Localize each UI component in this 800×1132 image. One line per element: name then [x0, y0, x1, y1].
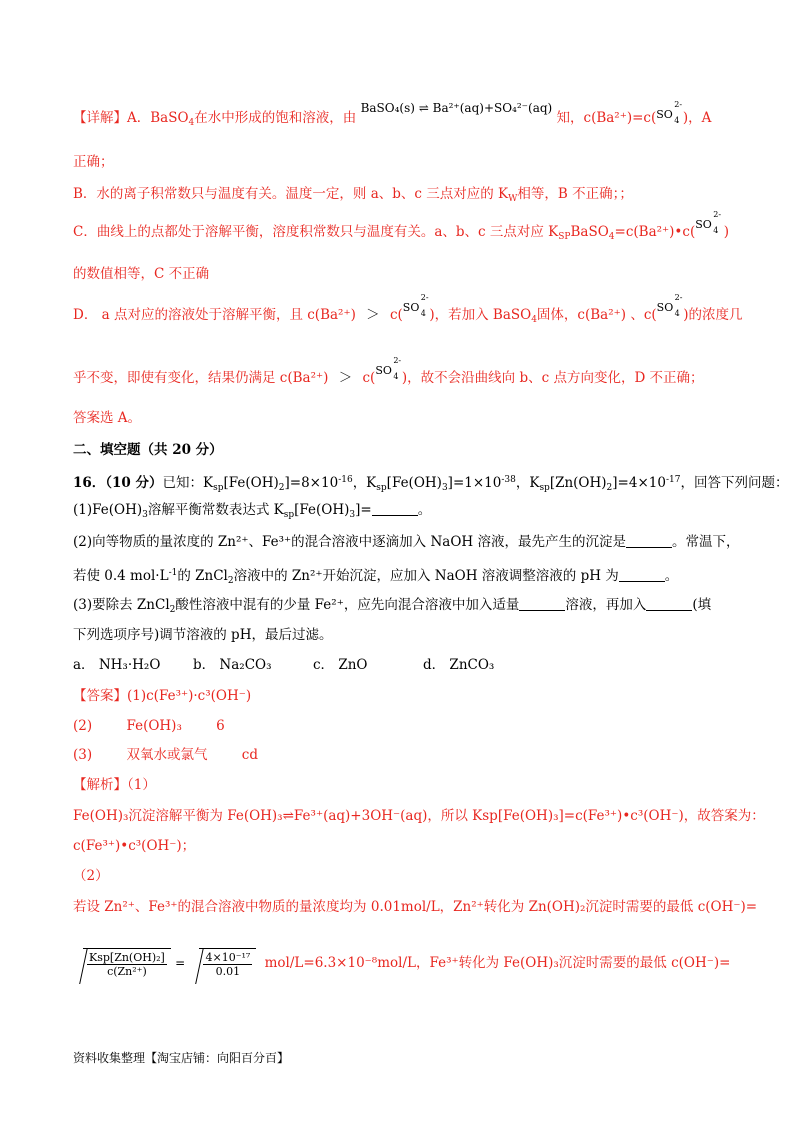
- detail-d-text9: )，故不会沿曲线向 b、c 点方向变化，D 不正确；: [401, 370, 704, 386]
- so4-charge: 2-: [674, 293, 683, 302]
- q2-text-f: 。: [664, 568, 679, 584]
- equilibrium-equation: BaSO₄(s) ⇌ Ba²⁺(aq)+SO₄²⁻(aq): [360, 101, 553, 115]
- detail-c-line: [73, 210, 740, 247]
- sub-sp: sp: [539, 483, 550, 493]
- section-heading: [73, 440, 740, 460]
- options-row: [73, 655, 740, 675]
- analysis-text1: Fe(OH)₃沉淀溶解平衡为 Fe(OH)₃⇌Fe³⁺(aq)+3OH⁻(aq)，所以 Ksp[Fe(OH)₃]=c(Fe³⁺)•c³(OH⁻)，故答案为：: [73, 808, 765, 824]
- answer-blank: [519, 596, 565, 611]
- answer-3-text: (3) 双氧水或氯气 cd: [73, 747, 258, 763]
- section-title: 二、填空题（共 20 分）: [73, 442, 223, 458]
- sup-m16: -16: [338, 475, 353, 485]
- answer-3: [73, 745, 740, 765]
- analysis-heading: [73, 775, 740, 795]
- so4-base: SO: [375, 364, 392, 377]
- q3-text-b: 酸性溶液中混有的少量 Fe²⁺，应先向混合溶液中加入适量: [175, 597, 520, 613]
- q2-text-d: 的 ZnCl: [177, 568, 228, 584]
- q16-text-b: 已知：K: [162, 475, 214, 491]
- so4-sub: 4: [713, 226, 719, 235]
- sulfate-ion: [656, 100, 683, 125]
- so4-charge: 2-: [393, 356, 402, 365]
- answer-blank: [646, 596, 692, 611]
- analysis-line4: [73, 897, 758, 917]
- fraction-numerator: Ksp[Zn(OH)₂]: [89, 951, 165, 964]
- answer-blank: [372, 501, 418, 516]
- analysis-line1: [73, 806, 765, 826]
- detail-d-text6: )的浓度几: [683, 307, 743, 323]
- q2-text-e: 溶液中的 Zn²⁺开始沉淀，应加入 NaOH 溶液调整溶液的 pH 为: [233, 568, 619, 584]
- sup-m17: -17: [665, 475, 681, 485]
- fraction-denominator: c(Zn²⁺): [107, 965, 147, 978]
- sub-4: 4: [188, 118, 195, 128]
- values-fraction: [203, 951, 252, 978]
- sqrt-values: [199, 948, 256, 978]
- so4-base: SO: [656, 108, 673, 121]
- formula-line: $\frac{\text{Ksp[Zn(OH)₂]}}{\text{c(Zn²⁺)}}$ = $\frac{\text{4×10⁻¹⁷}}{0.01}$ mol/L=6.3×10⁻⁸mol/L，Fe³⁺转化为 Fe(OH)₃沉淀时需要的最低 c(OH⁻)=: [73, 948, 740, 998]
- sub-4: 4: [531, 315, 537, 325]
- sub-2: 2: [606, 483, 613, 493]
- detail-a-text: 【详解】A．BaSO: [73, 110, 189, 126]
- sub-sp: sp: [376, 483, 387, 493]
- greater-than: ＞: [338, 370, 353, 386]
- answer-label: 【答案】: [73, 688, 127, 704]
- answer-a: [73, 408, 740, 428]
- so4-sub: 4: [674, 309, 680, 318]
- detail-c-text4: ): [723, 224, 730, 240]
- sulfate-ion: [695, 210, 722, 235]
- so4-base: SO: [656, 301, 674, 314]
- answer-blank: [619, 567, 665, 582]
- detail-d-text7: 乎不变，即使有变化，结果仍满足 c(Ba²⁺): [73, 370, 329, 386]
- sub-w: W: [508, 194, 518, 204]
- so4-sub: 4: [420, 309, 426, 318]
- sulfate-ion: [656, 293, 683, 318]
- sub-3: 3: [142, 510, 148, 520]
- detail-d-line: [73, 293, 743, 330]
- sulfate-ion: [375, 356, 402, 381]
- answer-a-text: 答案选 A。: [73, 410, 142, 426]
- q16-text-h: ，K: [515, 475, 540, 491]
- sub-3: 3: [441, 483, 448, 493]
- so4-sub: 4: [674, 116, 680, 125]
- sub-sp: sp: [283, 510, 295, 520]
- sub-3: 3: [349, 510, 356, 520]
- sub-sp: sp: [213, 483, 224, 493]
- q2-text-b: 。常温下，: [671, 534, 740, 550]
- question-1: [73, 500, 740, 525]
- q16-text-g: ]=1×10: [447, 475, 502, 491]
- q3-text-d: (填: [692, 597, 712, 613]
- detail-b-text2: 相等，B 不正确；；: [517, 186, 633, 202]
- q3-text-c: 溶液，再加入: [565, 597, 647, 613]
- ksp-fraction: [87, 951, 167, 978]
- q1-text-d: ]=: [355, 502, 372, 518]
- q2-text: (2)向等物质的量浓度的 Zn²⁺、Fe³⁺的混合溶液中逐滴加入 NaOH 溶液，最先产生的沉淀是: [73, 534, 626, 550]
- so4-charge: 2-: [420, 293, 429, 302]
- fraction-denominator: 0.01: [215, 965, 241, 978]
- question-3-cont: [73, 625, 740, 645]
- option-a: a． NH₃·H₂O: [73, 657, 161, 673]
- so4-charge: 2-: [674, 100, 683, 109]
- sub-2: 2: [169, 605, 176, 615]
- sub-2: 2: [278, 483, 285, 493]
- detail-b-line: [73, 184, 740, 209]
- q1-text-b: 溶解平衡常数表达式 K: [147, 502, 284, 518]
- sub-4: 4: [608, 232, 615, 242]
- detail-d-text5: 固体，c(Ba²⁺) 、c(: [536, 307, 657, 323]
- analysis-text2: c(Fe³⁺)•c³(OH⁻)；: [73, 838, 196, 854]
- answer-blank: [626, 533, 672, 548]
- q1-text-e: 。: [417, 502, 432, 518]
- question-2: [73, 532, 740, 552]
- q3-text-e: 下列选项序号)调节溶液的 pH，最后过滤。: [73, 627, 333, 643]
- q16-text-c: [Fe(OH): [223, 475, 279, 491]
- so4-base: SO: [402, 301, 420, 314]
- analysis-line2: [73, 836, 740, 856]
- detail-c-line2: [73, 264, 740, 284]
- detail-c-text: C．曲线上的点都处于溶解平衡，溶度积常数只与温度有关。a、b、c 三点对应 K: [73, 224, 559, 240]
- analysis-line3: [73, 866, 740, 886]
- sup-m1: -1: [168, 568, 178, 578]
- detail-b-text: B．水的离子积常数只与温度有关。温度一定，则 a、b、c 三点对应的 K: [73, 186, 509, 202]
- sqrt-ksp: [83, 948, 171, 978]
- detail-a-line2: [73, 152, 740, 172]
- answer-1: [73, 686, 740, 706]
- q1-text: (1)Fe(OH): [73, 502, 143, 518]
- q16-text-k: ，回答下列问题：: [680, 475, 789, 491]
- q1-text-c: [Fe(OH): [294, 502, 350, 518]
- option-d: d． ZnCO₃: [423, 657, 495, 673]
- q16-text-e: ，K: [352, 475, 377, 491]
- so4-charge: 2-: [713, 210, 722, 219]
- sup-m38: -38: [501, 475, 516, 485]
- question-16: [73, 470, 789, 498]
- so4-base: SO: [695, 218, 712, 231]
- analysis-text5: mol/L=6.3×10⁻⁸mol/L，Fe³⁺转化为 Fe(OH)₃沉淀时需要的最低 c(OH⁻)=: [264, 955, 731, 971]
- detail-d-text: D． a 点对应的溶液处于溶解平衡，且 c(Ba²⁺): [73, 307, 356, 323]
- sulfate-ion: [402, 293, 429, 318]
- answer-2: [73, 716, 740, 736]
- detail-a-text2: 在水中形成的饱和溶液，由: [194, 110, 357, 126]
- q2-text-c: 若使 0.4 mol·L: [73, 568, 169, 584]
- q16-text-f: [Fe(OH): [386, 475, 442, 491]
- detail-a-correct: 正确；: [73, 154, 114, 170]
- q3-text: (3)要除去 ZnCl: [73, 597, 170, 613]
- q16-text-d: ]=8×10: [284, 475, 339, 491]
- option-c: c． ZnO: [313, 657, 368, 673]
- detail-d-text3: c(: [389, 307, 403, 323]
- detail-d-text4: )，若加入 BaSO: [429, 307, 532, 323]
- detail-a-line: [73, 100, 740, 133]
- analysis-text3: （2）: [73, 868, 109, 884]
- sub-2: 2: [227, 576, 234, 586]
- footer: 资料收集整理【淘宝店铺：向阳百分百】: [73, 1051, 290, 1065]
- question-3: [73, 595, 740, 620]
- so4-sub: 4: [393, 372, 399, 381]
- answer-2-text: (2) Fe(OH)₃ 6: [73, 718, 225, 734]
- option-b: b． Na₂CO₃: [193, 657, 272, 673]
- fraction-numerator: 4×10⁻¹⁷: [205, 951, 251, 964]
- question-2-cont: [73, 563, 740, 591]
- answer-1-text: (1)c(Fe³⁺)·c³(OH⁻): [127, 688, 252, 704]
- detail-d-line2: [73, 356, 740, 389]
- sub-sp: SP: [558, 232, 571, 242]
- analysis-title: 【解析】（1）: [73, 777, 156, 793]
- q16-text-j: ]=4×10: [612, 475, 666, 491]
- question-number: 16．（10 分）: [73, 475, 163, 491]
- detail-c-text2: BaSO: [570, 224, 609, 240]
- detail-a-text3: 知，c(Ba²⁺)=c(: [556, 110, 657, 126]
- detail-a-text4: )，A: [682, 110, 712, 126]
- detail-d-text8: c(: [362, 370, 376, 386]
- q16-text-i: [Zn(OH): [549, 475, 607, 491]
- detail-c-text5: 的数值相等，C 不正确: [73, 266, 210, 282]
- detail-c-text3: =c(Ba²⁺)•c(: [614, 224, 696, 240]
- greater-than: ＞: [366, 307, 380, 323]
- analysis-text4: 若设 Zn²⁺、Fe³⁺的混合溶液中物质的量浓度均为 0.01mol/L，Zn²⁺转化为 Zn(OH)₂沉淀时需要的最低 c(OH⁻)=: [73, 899, 758, 915]
